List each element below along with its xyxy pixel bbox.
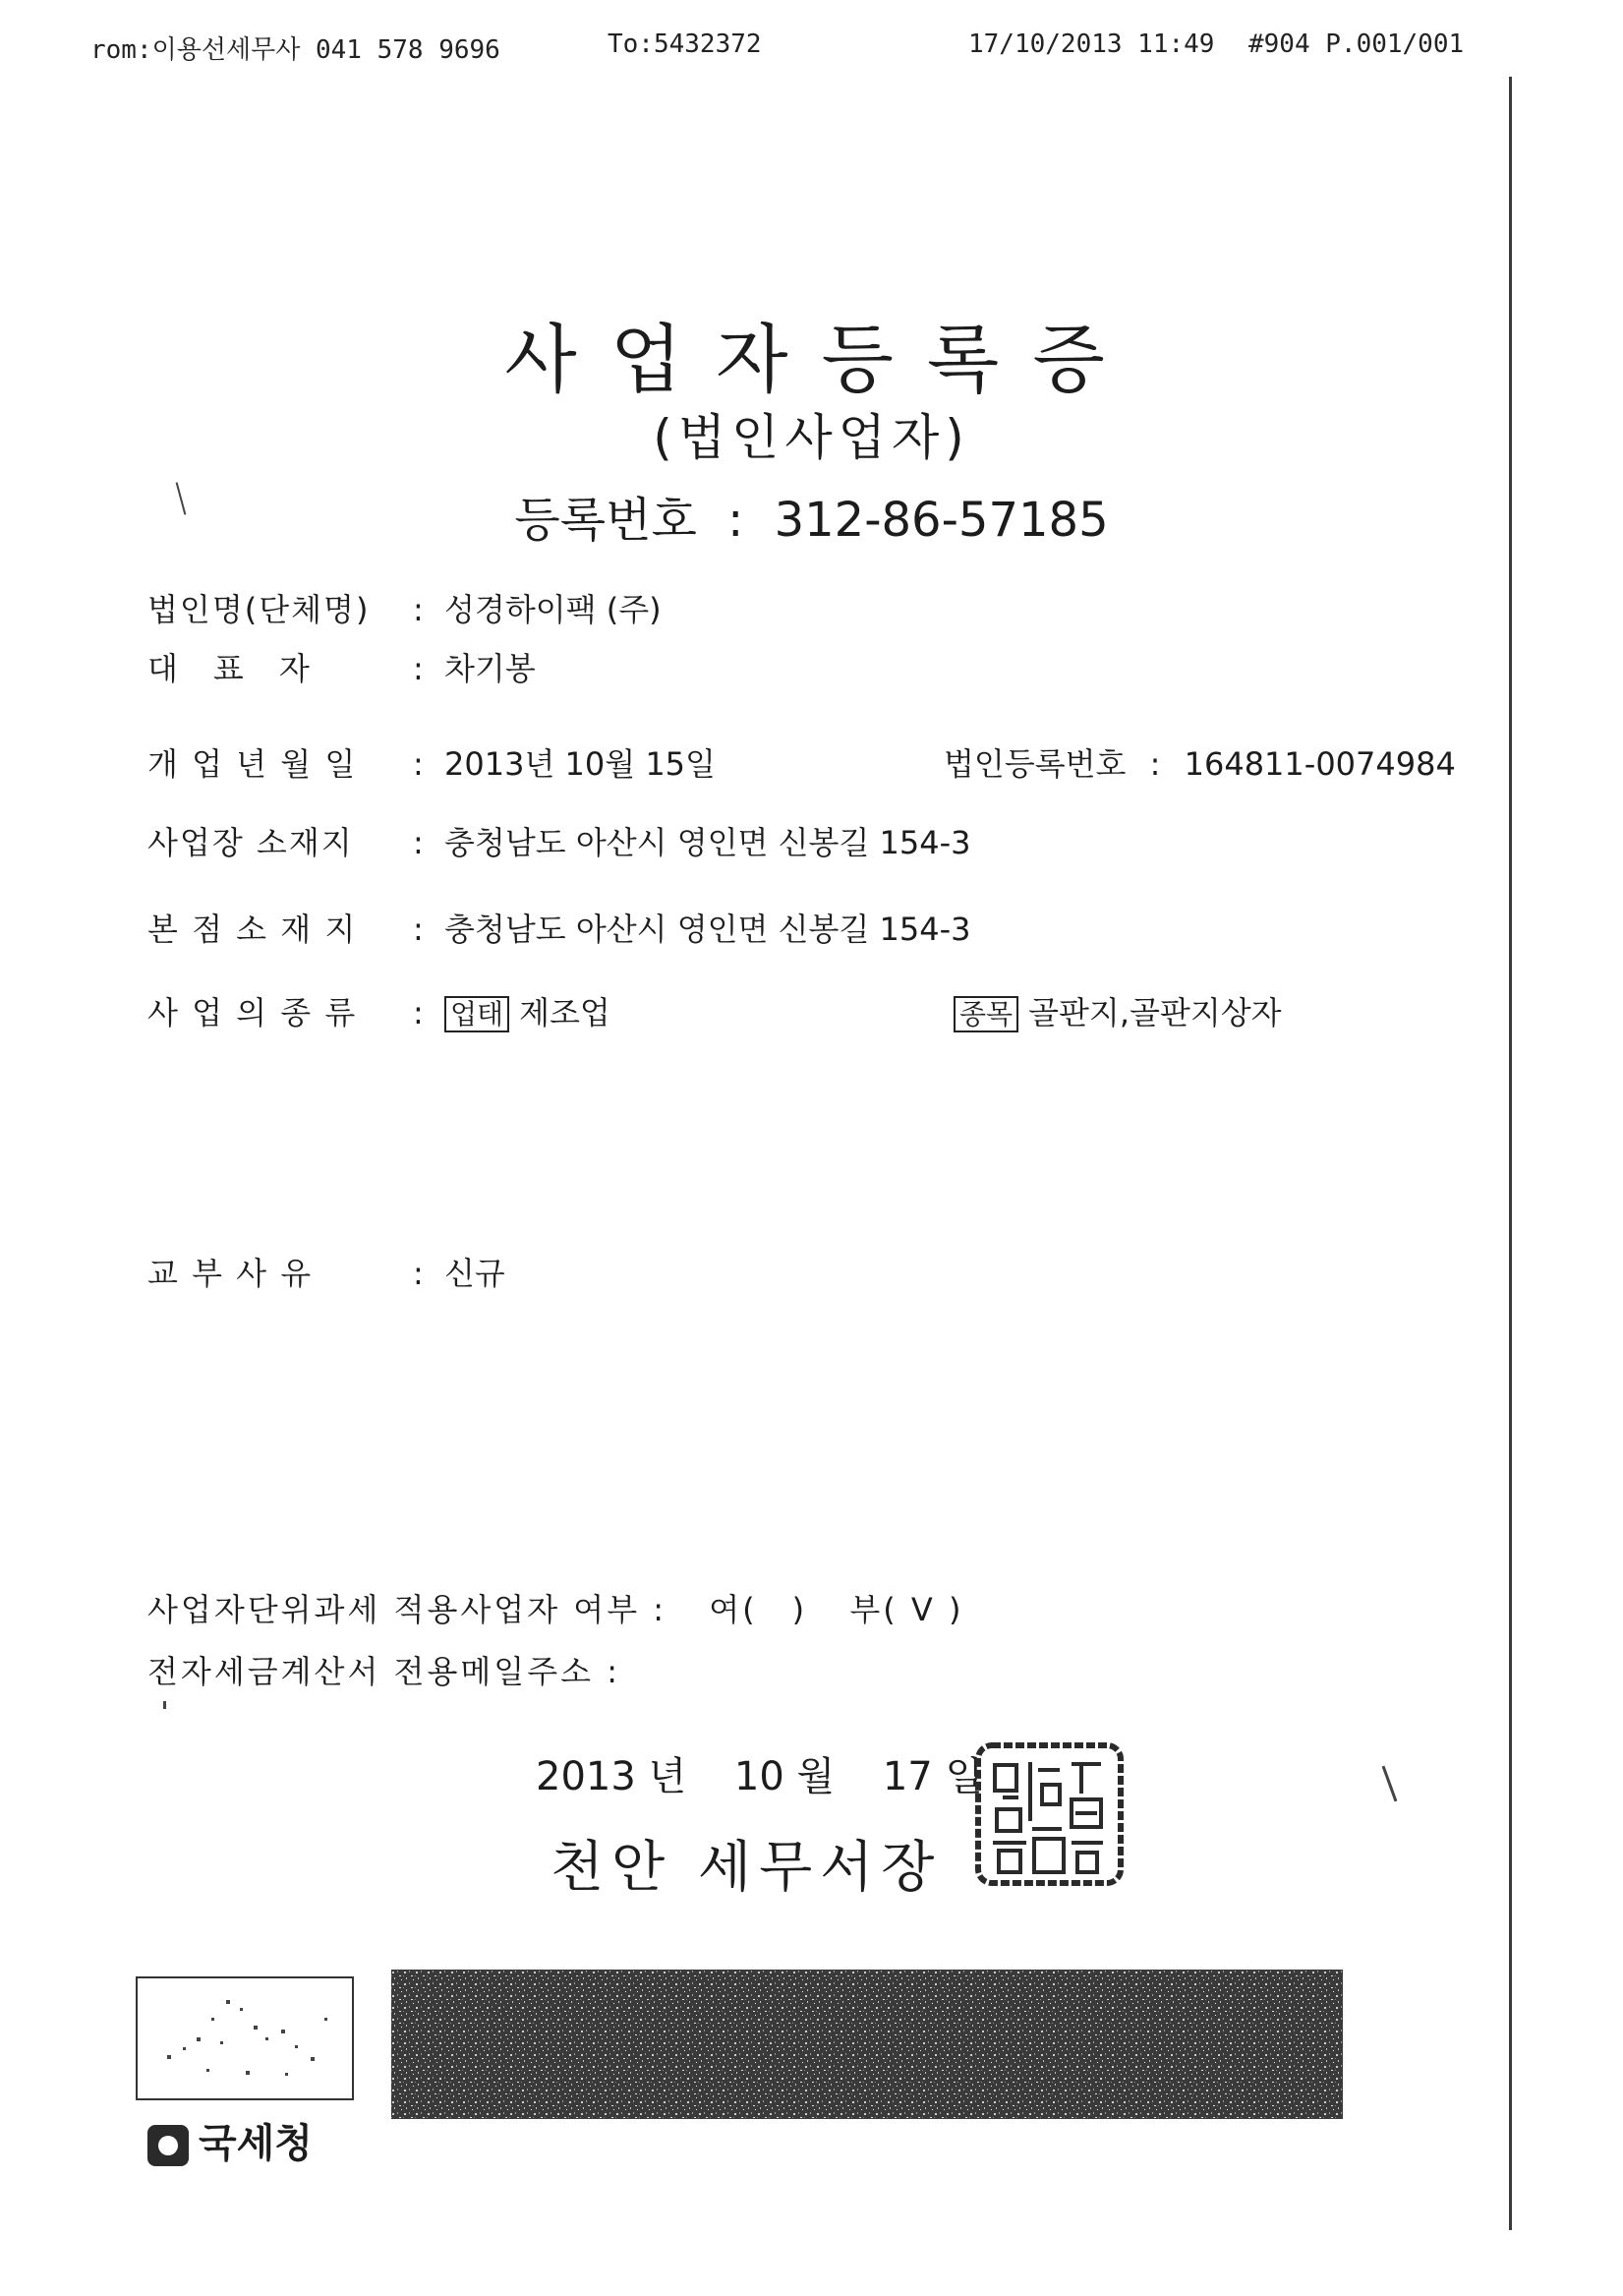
issue-date	[536, 1745, 1018, 1801]
open-date-sep: :	[413, 745, 424, 783]
open-date-value: 2013년 10월 15일	[444, 745, 716, 783]
representative-value: 차기봉	[444, 650, 536, 687]
head-office-label: 본 점 소 재 지	[147, 911, 358, 948]
tax-office-name: 천안 세무서장	[551, 1836, 943, 1900]
head-office-row	[147, 905, 995, 950]
item-box: 종목	[954, 996, 1018, 1032]
business-type-sep: :	[413, 994, 424, 1031]
open-date-label: 개 업 년 월 일	[147, 745, 358, 783]
head-office-value: 충청남도 아산시 영인면 신봉길 154-3	[444, 911, 971, 948]
security-barcode-strip	[391, 1970, 1343, 2119]
issue-day: 17 일	[882, 1754, 984, 1799]
nts-logo-text: 국세청	[199, 2121, 313, 2166]
official-seal-stamp	[973, 1740, 1126, 1888]
email-row	[147, 1647, 620, 1692]
business-address-label: 사업장 소재지	[147, 824, 354, 861]
qr-code-box	[136, 1976, 354, 2100]
unit-tax-question: 사업자단위과세 적용사업자 여부 :	[147, 1591, 667, 1628]
email-label: 전자세금계산서 전용메일주소 :	[147, 1653, 620, 1690]
corp-name-row	[147, 585, 685, 630]
business-type-row	[147, 988, 1327, 1033]
business-address-value: 충청남도 아산시 영인면 신봉길 154-3	[444, 824, 971, 861]
unit-tax-row	[147, 1585, 963, 1630]
issue-reason-value: 신규	[444, 1255, 505, 1292]
corp-reg-label: 법인등록번호	[944, 745, 1127, 783]
category-box: 업태	[444, 996, 509, 1032]
head-office-sep: :	[413, 911, 424, 948]
corp-name-value: 성경하이팩 (주)	[444, 591, 662, 628]
scan-speck	[1382, 1766, 1398, 1802]
business-address-row	[147, 818, 995, 863]
issue-reason-label: 교 부 사 유	[147, 1255, 314, 1292]
fax-to: To:5432372	[608, 29, 762, 59]
representative-sep: :	[413, 650, 424, 687]
issue-month: 10 월	[733, 1754, 836, 1799]
nts-logo	[147, 2112, 313, 2168]
open-date-row	[147, 739, 1456, 785]
scan-speck	[163, 1701, 166, 1709]
registration-number: 312-86-57185	[774, 493, 1109, 548]
corp-name-label: 법인명(단체명)	[147, 591, 371, 628]
business-item	[954, 988, 1282, 1033]
registration-number-line	[0, 482, 1623, 550]
corp-name-sep: :	[413, 591, 424, 628]
corp-reg-number	[944, 739, 1456, 785]
representative-row	[147, 644, 559, 689]
unit-tax-yes: 여( )	[709, 1591, 808, 1628]
issue-reason-sep: :	[413, 1255, 424, 1292]
fax-page: #904 P.001/001	[1248, 29, 1465, 59]
category-value: 제조업	[519, 994, 610, 1031]
representative-label: 대 표 자	[147, 650, 312, 687]
business-type-label: 사 업 의 종 류	[147, 994, 358, 1031]
item-value: 골판지,골판지상자	[1028, 994, 1282, 1031]
fax-datetime: 17/10/2013 11:49	[968, 29, 1215, 59]
fax-from: rom:이용선세무사 041 578 9696	[90, 35, 500, 65]
document-title: 사업자등록증	[504, 316, 1138, 403]
document-subtitle: (법인사업자)	[653, 409, 970, 466]
corp-reg-value: 164811-0074984	[1184, 745, 1456, 783]
unit-tax-no: 부( V )	[849, 1591, 964, 1628]
business-address-sep: :	[413, 824, 424, 861]
issue-year: 2013 년	[536, 1754, 687, 1799]
registration-sep: :	[727, 493, 744, 548]
nts-emblem-icon	[147, 2125, 189, 2166]
registration-label: 등록번호	[514, 493, 697, 548]
fax-header	[0, 29, 1623, 69]
corp-reg-sep: :	[1149, 745, 1161, 783]
issue-reason-row	[147, 1249, 529, 1294]
